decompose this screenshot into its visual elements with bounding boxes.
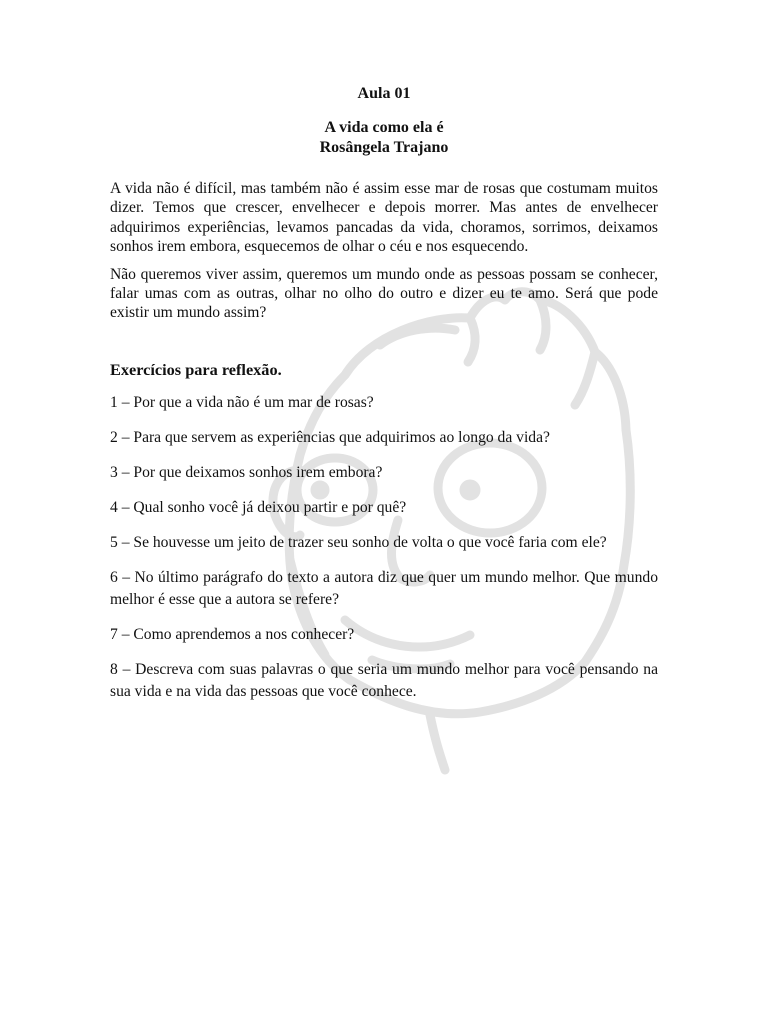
question-item: 4 – Qual sonho você já deixou partir e por quê? (110, 498, 407, 516)
question-item: 8 – Descreva com suas palavras o que seria um mundo melhor para você pensando na sua vida e na vida das pessoas que você conhece. (110, 660, 658, 700)
body-paragraph: A vida não é difícil, mas também não é assim esse mar de rosas que costumam muitos dizer. Temos que crescer, envelhecer e depois morrer. Mas antes de envelhecer adquirimos experiências, levamos pancadas da vida, choramos, sorrimos, deixamos sonhos irem embora, esquecemos de olhar o céu e nos esquecendo. (110, 180, 658, 256)
question-list (110, 392, 658, 703)
question-item: 5 – Se houvesse um jeito de trazer seu sonho de volta o que você faria com ele? (110, 533, 607, 551)
question-item: 7 – Como aprendemos a nos conhecer? (110, 625, 355, 643)
question-item: 3 – Por que deixamos sonhos irem embora? (110, 463, 383, 481)
document-page (110, 84, 658, 716)
title-block (110, 118, 658, 158)
exercises-heading: Exercícios para reflexão. (110, 359, 282, 379)
question-item: 2 – Para que servem as experiências que adquirimos ao longo da vida? (110, 428, 550, 446)
question-item: 1 – Por que a vida não é um mar de rosas? (110, 393, 374, 411)
document-title: A vida como ela é (324, 119, 444, 136)
body-paragraph: Não queremos viver assim, queremos um mundo onde as pessoas possam se conhecer, falar umas com as outras, olhar no olho do outro e dizer eu te amo. Será que pode existir um mundo assim? (110, 265, 658, 322)
question-item: 6 – No último parágrafo do texto a autora diz que quer um mundo melhor. Que mundo melhor é esse que a autora se refere? (110, 568, 658, 608)
lesson-number: Aula 01 (357, 85, 411, 102)
author-name: Rosângela Trajano (319, 139, 449, 156)
